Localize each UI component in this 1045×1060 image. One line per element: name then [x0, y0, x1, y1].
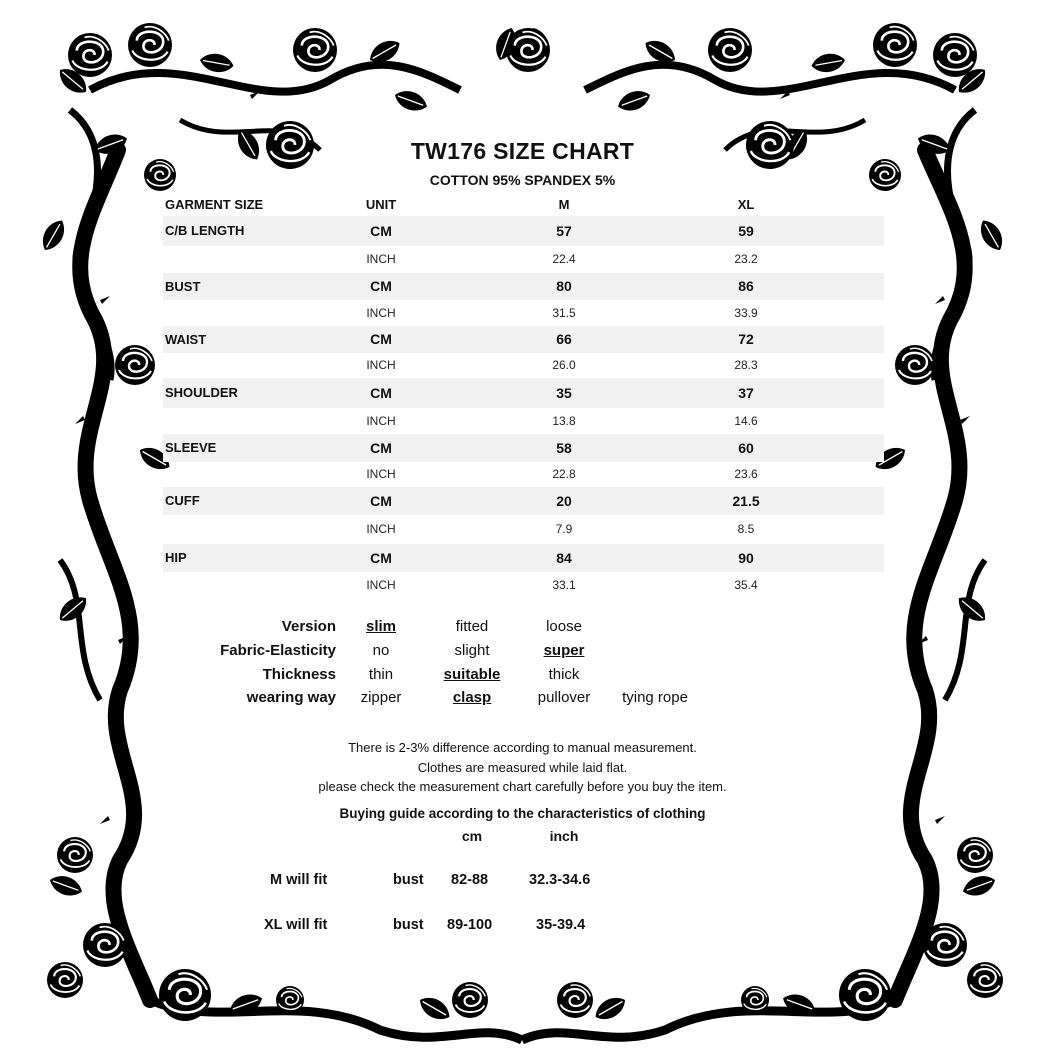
option: loose [546, 618, 582, 635]
size-m-value: 31.5 [552, 306, 576, 320]
unit-cell: INCH [366, 358, 396, 372]
guide-cm-range: 89-100 [447, 917, 493, 933]
size-xl-value: 37 [738, 385, 754, 401]
size-row-inch [163, 300, 884, 326]
size-xl-value: 60 [738, 440, 754, 456]
size-m-value: 7.9 [555, 522, 573, 536]
measurement-label: C/B LENGTH [165, 223, 245, 238]
size-m-value: 26.0 [552, 358, 576, 372]
unit-cell: CM [370, 278, 392, 294]
size-xl-value: 35.4 [734, 578, 758, 592]
unit-cell: CM [370, 440, 392, 456]
guide-fit-label: M will fit [270, 872, 328, 888]
option: thick [548, 666, 580, 683]
unit-cell: INCH [366, 252, 396, 266]
size-row-cm [163, 544, 884, 572]
option: pullover [537, 689, 591, 706]
header-size-m: M [558, 197, 570, 212]
size-row-cm [163, 378, 884, 408]
size-row-cm [163, 273, 884, 300]
characteristic-label: wearing way [246, 689, 336, 706]
size-row-inch [163, 408, 884, 434]
guide-cm-range: 82-88 [451, 872, 489, 888]
measurement-label: WAIST [165, 332, 207, 347]
size-m-value: 58 [556, 440, 572, 456]
characteristic-label: Fabric-Elasticity [220, 642, 336, 659]
size-xl-value: 21.5 [732, 493, 760, 509]
unit-cell: INCH [366, 522, 396, 536]
size-row-inch [163, 515, 884, 544]
size-m-value: 22.8 [552, 467, 576, 481]
unit-cell: INCH [366, 414, 396, 428]
note-check-chart: please check the measurement chart carefully before you buy the item. [318, 779, 727, 794]
size-m-value: 66 [556, 331, 572, 347]
size-m-value: 57 [556, 223, 572, 239]
option: zipper [360, 689, 402, 706]
page-title: TW176 SIZE CHART [410, 138, 635, 164]
measurement-label: HIP [165, 550, 187, 565]
size-m-value: 13.8 [552, 414, 576, 428]
top-vine [90, 65, 460, 92]
size-xl-value: 14.6 [734, 414, 758, 428]
size-xl-value: 90 [738, 550, 754, 566]
measurement-label: BUST [165, 279, 201, 294]
unit-cell: INCH [366, 467, 396, 481]
size-xl-value: 86 [738, 278, 754, 294]
size-table [163, 194, 884, 598]
guide-body-part: bust [393, 872, 424, 888]
size-row-inch [163, 572, 884, 598]
guide-body-part: bust [393, 917, 424, 933]
size-xl-value: 8.5 [737, 522, 755, 536]
size-xl-value: 28.3 [734, 358, 758, 372]
option: fitted [455, 618, 489, 635]
header-size-xl: XL [737, 197, 755, 212]
option: no [372, 642, 390, 659]
size-row-inch [163, 462, 884, 487]
buying-guide-title: Buying guide according to the characteristics of clothing [339, 806, 706, 821]
size-m-value: 84 [556, 550, 572, 566]
size-m-value: 20 [556, 493, 572, 509]
size-row-inch [163, 353, 884, 378]
note-measurement-difference: There is 2-3% difference according to manual measurement. [348, 740, 697, 755]
selected-option: suitable [443, 666, 501, 683]
size-m-value: 80 [556, 278, 572, 294]
guide-col-inch: inch [549, 828, 579, 844]
measurement-label: SHOULDER [165, 385, 238, 400]
table-header-row [163, 194, 884, 216]
note-laid-flat: Clothes are measured while laid flat. [417, 760, 628, 775]
unit-cell: INCH [366, 578, 396, 592]
size-xl-value: 33.9 [734, 306, 758, 320]
measurement-label: CUFF [165, 493, 200, 508]
option: slight [454, 642, 490, 659]
characteristic-label: Version [281, 618, 336, 635]
size-row-cm [163, 487, 884, 515]
size-row-inch [163, 246, 884, 273]
unit-cell: CM [370, 331, 392, 347]
header-garment-size: GARMENT SIZE [165, 197, 264, 212]
size-m-value: 22.4 [552, 252, 576, 266]
size-xl-value: 59 [738, 223, 754, 239]
size-row-cm [163, 434, 884, 462]
size-xl-value: 23.6 [734, 467, 758, 481]
guide-fit-label: XL will fit [264, 917, 328, 933]
material-composition: COTTON 95% SPANDEX 5% [429, 172, 616, 188]
unit-cell: CM [370, 550, 392, 566]
right-vine [895, 150, 965, 1000]
measurement-label: SLEEVE [165, 440, 217, 455]
selected-option: slim [365, 618, 396, 635]
guide-inch-range: 32.3-34.6 [529, 872, 591, 888]
guide-col-cm: cm [461, 828, 483, 844]
characteristic-label: Thickness [262, 666, 336, 683]
unit-cell: CM [370, 493, 392, 509]
size-m-value: 35 [556, 385, 572, 401]
header-unit: UNIT [365, 197, 397, 212]
size-row-cm [163, 326, 884, 353]
size-xl-value: 72 [738, 331, 754, 347]
guide-inch-range: 35-39.4 [536, 917, 586, 933]
left-vine [80, 150, 150, 1000]
size-xl-value: 23.2 [734, 252, 758, 266]
size-m-value: 33.1 [552, 578, 576, 592]
option: tying rope [622, 689, 688, 706]
size-row-cm [163, 216, 884, 246]
option: thin [368, 666, 394, 683]
selected-option: clasp [452, 689, 492, 706]
unit-cell: CM [370, 223, 392, 239]
unit-cell: INCH [366, 306, 396, 320]
selected-option: super [543, 642, 585, 659]
unit-cell: CM [370, 385, 392, 401]
